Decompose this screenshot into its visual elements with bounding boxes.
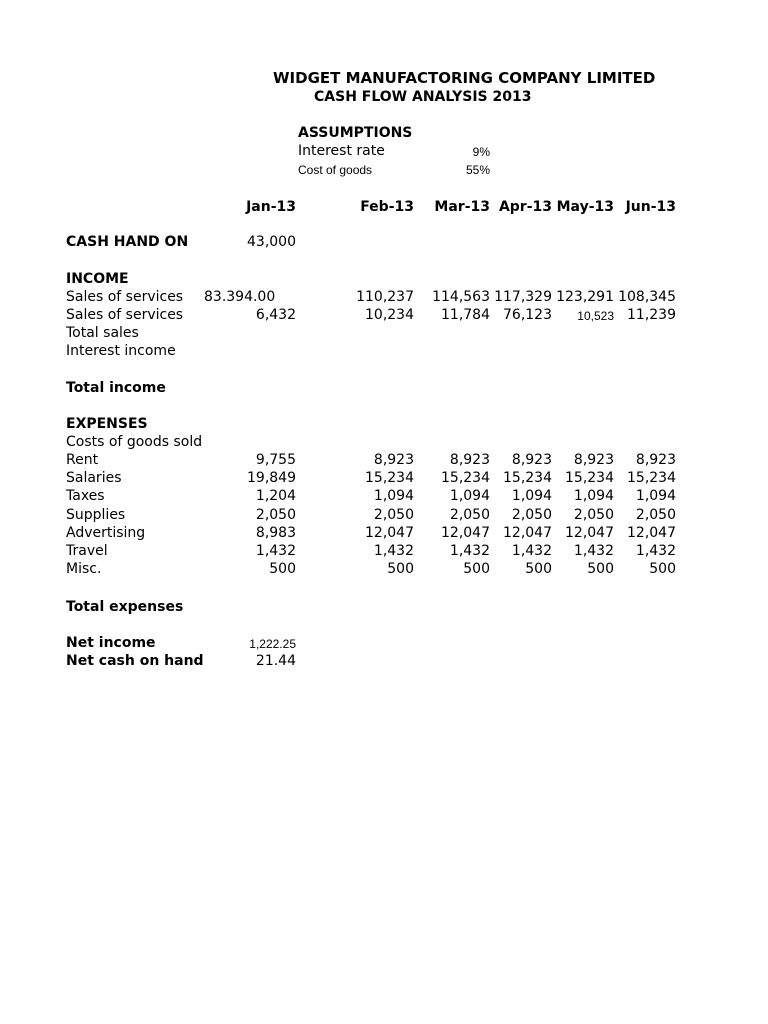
expense-rent-mar: 8,923 (449, 452, 490, 468)
expense-misc-apr: 500 (525, 561, 552, 577)
sales-services-1-mar: 114,563 (432, 289, 490, 305)
expense-rent-feb: 8,923 (373, 452, 414, 468)
expense-label-rent: Rent (66, 452, 99, 468)
total-expenses-label: Total expenses (66, 599, 184, 615)
expense-label-travel: Travel (66, 543, 108, 559)
sales-services-1-feb: 110,237 (356, 289, 414, 305)
cost-of-goods-value: 55% (465, 163, 490, 177)
expense-misc-jan: 500 (269, 561, 296, 577)
month-header-mar: Mar-13 (434, 199, 490, 215)
net-cash-value: 21.44 (255, 653, 296, 669)
sales-services-2-feb: 10,234 (365, 307, 414, 323)
expense-label-misc: Misc. (66, 561, 102, 577)
expense-supplies-jan: 2,050 (255, 507, 296, 523)
cogs-label: Costs of goods sold (66, 434, 203, 450)
expense-salaries-may: 15,234 (565, 470, 614, 486)
sales-services-2-apr: 76,123 (503, 307, 552, 323)
cash-on-hand-value: 43,000 (247, 234, 296, 250)
expense-salaries-jan: 19,849 (247, 470, 296, 486)
expense-supplies-may: 2,050 (573, 507, 614, 523)
expense-supplies-mar: 2,050 (449, 507, 490, 523)
expense-salaries-feb: 15,234 (365, 470, 414, 486)
month-header-jan: Jan-13 (246, 199, 296, 215)
expense-travel-feb: 1,432 (373, 543, 414, 559)
expense-rent-apr: 8,923 (511, 452, 552, 468)
month-header-jun: Jun-13 (625, 199, 676, 215)
expense-supplies-jun: 2,050 (635, 507, 676, 523)
expense-travel-may: 1,432 (573, 543, 614, 559)
expense-taxes-mar: 1,094 (449, 488, 490, 504)
expense-label-salaries: Salaries (66, 470, 122, 486)
expense-misc-may: 500 (587, 561, 614, 577)
expense-advertising-apr: 12,047 (503, 525, 552, 541)
expense-misc-jun: 500 (649, 561, 676, 577)
expense-advertising-jun: 12,047 (627, 525, 676, 541)
month-header-feb: Feb-13 (360, 199, 414, 215)
expense-advertising-may: 12,047 (565, 525, 614, 541)
cost-of-goods-label: Cost of goods (298, 163, 373, 177)
expense-supplies-apr: 2,050 (511, 507, 552, 523)
expense-misc-feb: 500 (387, 561, 414, 577)
company-title: WIDGET MANUFACTORING COMPANY LIMITED (273, 69, 656, 87)
expense-rent-jan: 9,755 (255, 452, 296, 468)
expense-label-advertising: Advertising (66, 525, 146, 541)
expense-advertising-jan: 8,983 (255, 525, 296, 541)
expense-salaries-apr: 15,234 (503, 470, 552, 486)
month-header-may: May-13 (556, 199, 614, 215)
sales-services-label-2: Sales of services (66, 307, 184, 323)
interest-rate-value: 9% (472, 145, 490, 159)
expense-rent-jun: 8,923 (635, 452, 676, 468)
total-income-label: Total income (66, 380, 166, 396)
sales-services-1-jan: 83.394.00 (204, 289, 276, 305)
expense-taxes-may: 1,094 (573, 488, 614, 504)
expense-travel-mar: 1,432 (449, 543, 490, 559)
assumptions-heading: ASSUMPTIONS (298, 125, 413, 141)
interest-income-label: Interest income (66, 343, 176, 359)
income-heading: INCOME (66, 271, 129, 287)
expense-label-supplies: Supplies (66, 507, 126, 523)
net-income-value: 1,222.25 (249, 637, 296, 651)
total-sales-label: Total sales (66, 325, 139, 341)
expense-travel-apr: 1,432 (511, 543, 552, 559)
expense-travel-jan: 1,432 (255, 543, 296, 559)
expense-label-taxes: Taxes (66, 488, 105, 504)
expense-travel-jun: 1,432 (635, 543, 676, 559)
expense-salaries-jun: 15,234 (627, 470, 676, 486)
expenses-heading: EXPENSES (66, 416, 148, 432)
sales-services-2-may: 10,523 (577, 309, 614, 323)
expense-supplies-feb: 2,050 (373, 507, 414, 523)
expense-taxes-jan: 1,204 (255, 488, 296, 504)
sales-services-2-jan: 6,432 (255, 307, 296, 323)
interest-rate-label: Interest rate (298, 143, 385, 159)
expense-taxes-jun: 1,094 (635, 488, 676, 504)
sales-services-1-apr: 117,329 (494, 289, 552, 305)
sales-services-1-may: 123,291 (556, 289, 614, 305)
expense-misc-mar: 500 (463, 561, 490, 577)
expense-advertising-mar: 12,047 (441, 525, 490, 541)
report-subtitle: CASH FLOW ANALYSIS 2013 (314, 89, 532, 105)
expense-salaries-mar: 15,234 (441, 470, 490, 486)
net-cash-label: Net cash on hand (66, 653, 204, 669)
expense-advertising-feb: 12,047 (365, 525, 414, 541)
net-income-label: Net income (66, 635, 156, 651)
sales-services-2-jun: 11,239 (627, 307, 676, 323)
month-header-apr: Apr-13 (498, 199, 552, 215)
expense-rent-may: 8,923 (573, 452, 614, 468)
expense-taxes-apr: 1,094 (511, 488, 552, 504)
sales-services-1-jun: 108,345 (618, 289, 676, 305)
sales-services-2-mar: 11,784 (441, 307, 490, 323)
expense-taxes-feb: 1,094 (373, 488, 414, 504)
sales-services-label-1: Sales of services (66, 289, 184, 305)
cash-on-hand-label: CASH HAND ON (66, 234, 189, 250)
